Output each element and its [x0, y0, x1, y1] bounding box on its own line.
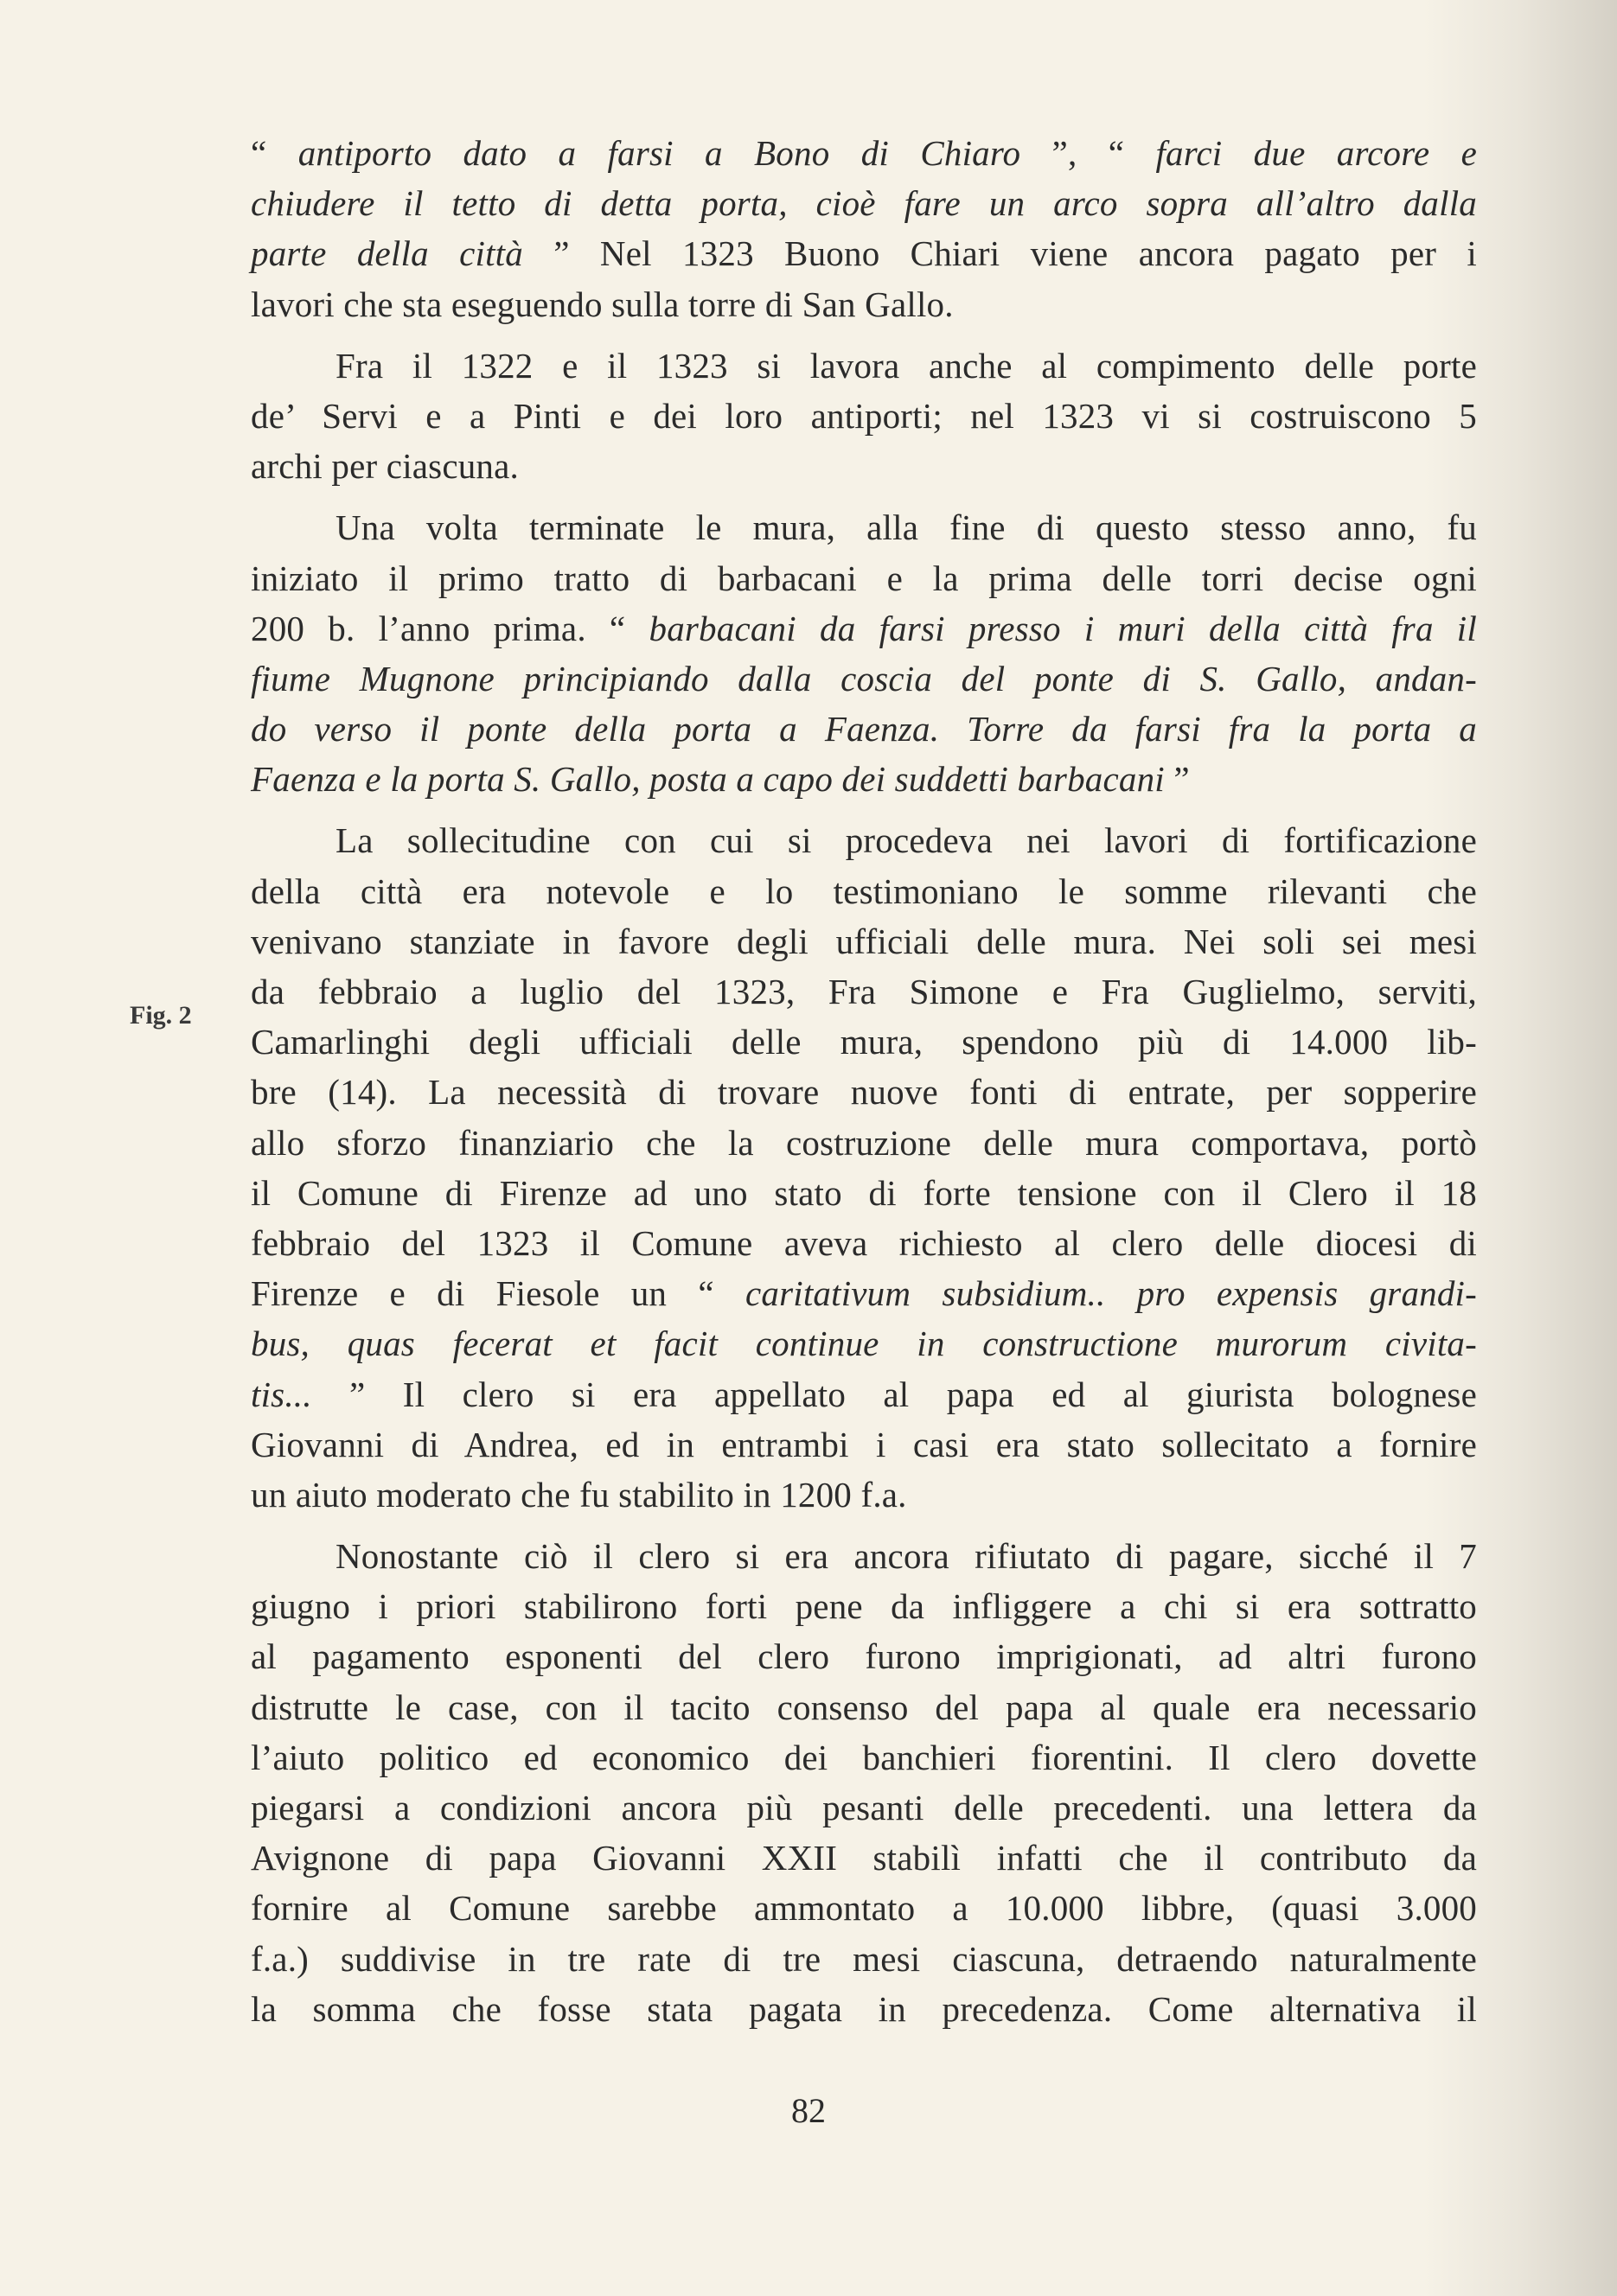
text-segment: Giovanni di Andrea, ed in entrambi i casi era stato sollecitato a fornire [251, 1424, 1477, 1464]
text-segment: da febbraio a luglio del 1323, Fra Simone e Fra Guglielmo, serviti, [251, 972, 1477, 1011]
text-line [251, 1168, 1477, 1218]
text-segment: Avignone di papa Giovanni XXII stabilì infatti che il contributo da [251, 1838, 1477, 1878]
italic-quote-segment: do verso il ponte della porta a Faenza. Torre da farsi fra la porta a [251, 709, 1477, 749]
text-segment: La sollecitudine con cui si procedeva nei lavori di fortificazione [336, 820, 1477, 861]
text-segment: lavori che sta eseguendo sulla torre di San Gallo. [251, 284, 954, 324]
text-line [251, 1984, 1477, 2034]
text-segment: giugno i priori stabilirono forti pene da infliggere a chi si era sottratto [251, 1586, 1477, 1627]
text-segment: “ [251, 133, 298, 173]
text-segment: ”, “ [1020, 133, 1156, 173]
text-line [251, 1017, 1477, 1067]
text-segment: febbraio del 1323 il Comune aveva richiesto al clero delle diocesi di [251, 1222, 1477, 1263]
text-segment: fornire al Comune sarebbe ammontato a 10.000 libbre, (quasi 3.000 [251, 1888, 1477, 1929]
italic-quote-segment: fiume Mugnone principiando dalla coscia del ponte di S. Gallo, andan- [251, 658, 1477, 698]
text-segment: piegarsi a condizioni ancora più pesanti delle precedenti. una lettera da [251, 1788, 1477, 1827]
text-line [251, 553, 1477, 603]
paragraph [251, 128, 1477, 329]
text-line [251, 1369, 1477, 1419]
text-line [251, 1631, 1477, 1681]
text-segment: 200 b. l’anno prima. “ [251, 608, 649, 648]
text-line [251, 1883, 1477, 1933]
text-line [251, 1268, 1477, 1318]
text-line [251, 1419, 1477, 1470]
text-line [251, 441, 1477, 491]
text-segment: al pagamento esponenti del clero furono imprigionati, ad altri furono [251, 1636, 1477, 1677]
text-segment: il Comune di Firenze ad uno stato di forte tensione con il Clero il 18 [251, 1172, 1477, 1213]
text-line [251, 1118, 1477, 1168]
text-line [251, 1531, 1477, 1581]
italic-quote-segment: Faenza e la porta S. Gallo, posta a capo dei suddetti barbacani [251, 759, 1165, 800]
paragraph [251, 815, 1477, 1520]
italic-quote-segment: bus, quas fecerat et facit continue in constructione murorum civita- [251, 1323, 1477, 1364]
text-segment: Camarlinghi degli ufficiali delle mura, spendono più di 14.000 lib- [251, 1022, 1477, 1062]
text-segment: Firenze e di Fiesole un “ [251, 1273, 745, 1314]
text-line [251, 603, 1477, 654]
text-line [251, 1833, 1477, 1883]
text-line [251, 754, 1477, 804]
text-line [251, 279, 1477, 329]
text-line [251, 502, 1477, 552]
italic-quote-segment: tis... [251, 1374, 312, 1414]
italic-quote-segment: farci due arcore e [1155, 133, 1477, 173]
figure-reference-margin-note: Fig. 2 [130, 1001, 192, 1030]
paragraph [251, 1531, 1477, 2034]
italic-quote-segment: caritativum subsidium.. pro expensis grandi- [745, 1273, 1477, 1314]
paragraph [251, 502, 1477, 804]
text-segment: venivano stanziate in favore degli ufficiali delle mura. Nei soli sei mesi [251, 921, 1477, 961]
italic-quote-segment: antiporto dato a farsi a Bono di Chiaro [297, 133, 1021, 173]
text-segment: un aiuto moderato che fu stabilito in 1200 f.a. [251, 1474, 907, 1515]
text-line [251, 654, 1477, 704]
text-segment: f.a.) suddivise in tre rate di tre mesi ciascuna, detraendo naturalmente [251, 1938, 1477, 1979]
text-segment: iniziato il primo tratto di barbacani e la prima delle torri decise ogni [251, 558, 1477, 598]
text-line [251, 704, 1477, 754]
text-segment: Una volta terminate le mura, alla fine di questo stesso anno, fu [336, 507, 1477, 548]
text-segment: archi per ciascuna. [251, 446, 519, 487]
text-line [251, 966, 1477, 1017]
text-line [251, 228, 1477, 278]
paragraph [251, 341, 1477, 492]
text-segment: ” Il clero si era appellato al papa ed al giurista bolognese [311, 1374, 1477, 1414]
text-line [251, 1732, 1477, 1783]
text-segment: ” Nel 1323 Buono Chiari viene ancora pagato per i [522, 233, 1477, 274]
page-number: 82 [791, 2091, 826, 2130]
text-line [251, 1470, 1477, 1520]
text-segment: distrutte le case, con il tacito consenso del papa al quale era necessario [251, 1687, 1477, 1727]
body-text [251, 128, 1477, 2045]
text-line [251, 866, 1477, 916]
text-segment: Nonostante ciò il clero si era ancora rifiutato di pagare, sicché il 7 [336, 1536, 1477, 1577]
text-line [251, 815, 1477, 865]
text-segment: bre (14). La necessità di trovare nuove fonti di entrate, per sopperire [251, 1072, 1477, 1113]
text-line [251, 391, 1477, 441]
text-segment: ” [1164, 759, 1190, 800]
text-line [251, 1581, 1477, 1631]
text-line [251, 1934, 1477, 1984]
text-line [251, 1067, 1477, 1117]
text-line [251, 916, 1477, 966]
text-line [251, 178, 1477, 228]
italic-quote-segment: barbacani da farsi presso i muri della città fra il [649, 608, 1477, 648]
italic-quote-segment: chiudere il tetto di detta porta, cioè fare un arco sopra all’altro dalla [251, 183, 1477, 224]
text-line [251, 128, 1477, 178]
text-segment: l’aiuto politico ed economico dei banchieri fiorentini. Il clero dovette [251, 1737, 1477, 1777]
text-segment: della città era notevole e lo testimoniano le somme rilevanti che [251, 871, 1477, 911]
text-line [251, 1682, 1477, 1732]
text-segment: de’ Servi e a Pinti e dei loro antiporti; nel 1323 vi si costruiscono 5 [251, 395, 1477, 436]
text-line [251, 1783, 1477, 1833]
text-line [251, 341, 1477, 391]
text-segment: Fra il 1322 e il 1323 si lavora anche al compimento delle porte [336, 345, 1477, 386]
text-line [251, 1318, 1477, 1368]
italic-quote-segment: parte della città [251, 233, 523, 274]
text-segment: allo sforzo finanziario che la costruzione delle mura comportava, portò [251, 1122, 1477, 1163]
text-segment: la somma che fosse stata pagata in precedenza. Come alternativa il [251, 1988, 1477, 2029]
text-line [251, 1218, 1477, 1268]
